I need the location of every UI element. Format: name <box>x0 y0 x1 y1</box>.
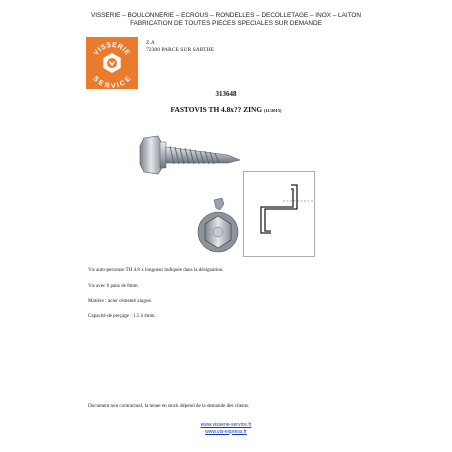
disclaimer-text: Document non contractuel, la tenue en stock dépend de la demande des clients. <box>88 403 250 409</box>
logo-top-text: VISSERIE <box>92 41 132 58</box>
description-line: Matière : acier cémenté zingué. <box>88 298 153 304</box>
company-header <box>0 12 452 28</box>
product-title-text: FASTOVIS TH 4.8x?? ZING <box>170 105 263 114</box>
description-line: Capacité de perçage : 1.5 à 4mm. <box>88 313 156 319</box>
visserie-service-logo <box>86 37 138 89</box>
screw-side-view-image <box>136 132 246 184</box>
screw-head-view-image <box>196 196 240 256</box>
logo-bottom-text: SERVICE <box>91 75 133 89</box>
website-link-vis-express[interactable]: www.vis-express.fr <box>205 428 247 435</box>
product-date: (11/2015) <box>263 108 282 113</box>
address-line-za: Z.A <box>146 40 155 46</box>
company-address <box>146 40 214 54</box>
description-line: Vis auto-perceuse TH 4.8 x longueur indiquée dans la désignation. <box>88 267 224 273</box>
website-links <box>0 422 452 435</box>
header-line-products: VISSERIE – BOULONNERIE – ECROUS – RONDELLES – DECOLLETAGE – INOX – LAITON <box>90 12 362 19</box>
product-title <box>0 105 452 114</box>
description-line: Vis avec 6 pans de 8mm. <box>88 283 139 289</box>
website-link-visserie-service[interactable]: www.visserie-service.fr <box>200 422 252 428</box>
address-line-city: 72300 PARCE SUR SARTHE <box>146 47 214 53</box>
steel-profile-drawing <box>243 171 315 257</box>
product-reference: 313648 <box>215 90 237 98</box>
header-line-fabrication: FABRICATION DE TOUTES PIECES SPECIALES SUR DEMANDE <box>130 20 322 27</box>
